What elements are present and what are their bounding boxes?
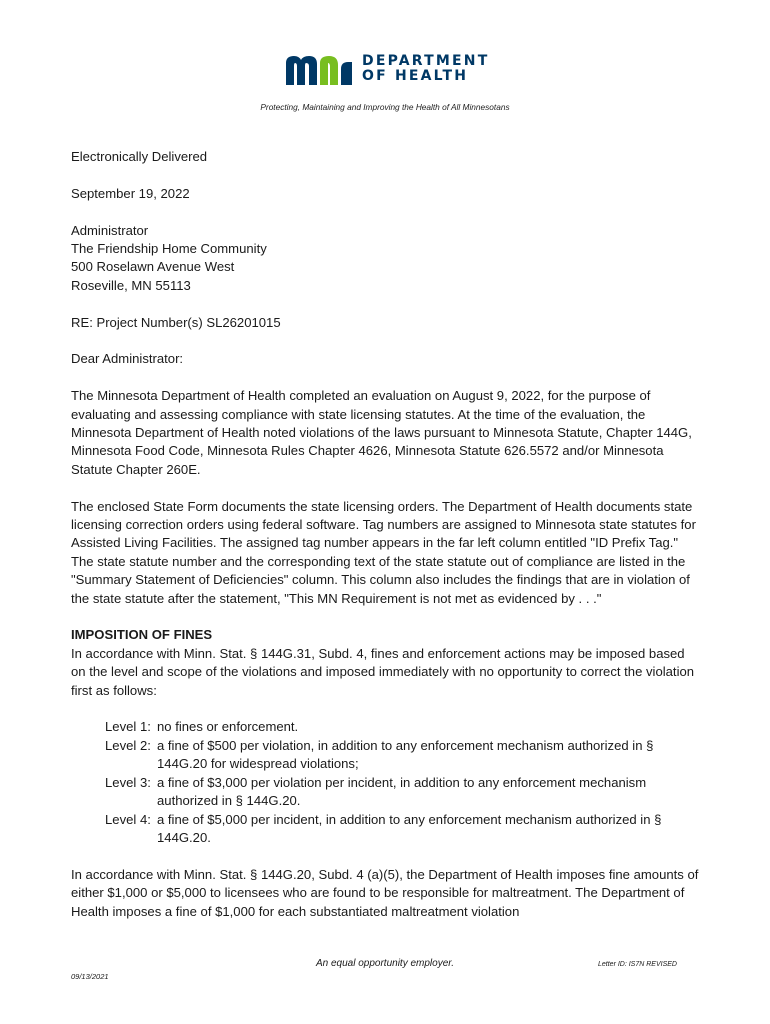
logo-text [362, 54, 489, 84]
level-label: Level 3: [105, 774, 151, 790]
fines-heading: IMPOSITION OF FINES [71, 627, 213, 643]
fines-intro: In accordance with Minn. Stat. § 144G.31, Subd. 4, fines and enforcement actions may be imposed based on the level and scope of the violations and imposed immediately with no opportunity to correct the violation first as follows: [71, 645, 695, 698]
address-line: Roseville, MN 55113 [71, 277, 191, 293]
logo-line-1: DEPARTMENT [362, 53, 490, 69]
level-text: a fine of $5,000 per incident, in addition to any enforcement mechanism authorized in § 144G.20. [157, 811, 662, 845]
salutation: Dear Administrator: [71, 351, 184, 367]
mdh-logo [284, 52, 489, 86]
fine-levels-list [105, 718, 701, 847]
delivery-method: Electronically Delivered [71, 149, 208, 164]
letter-body [71, 148, 701, 921]
paragraph-state-form: The enclosed State Form documents the state licensing orders. The Department of Health documents state licensing correction orders using federal software. Tag numbers are assigned to Minnesota state statutes for Assisted Living Facilities. The assigned tag number appears in the far left column entitled "ID Prefix Tag." The state statute number and the corresponding text of the state statute out of compliance are listed in the "Summary Statement of Deficiencies" column. This column also includes the findings that are in violation of the state statute after the statement, "This MN Requirement is not met as evidenced by . . ." [71, 498, 696, 606]
fine-level-item [105, 737, 701, 774]
tagline: Protecting, Maintaining and Improving the Health of All Minnesotans [260, 102, 510, 112]
fine-level-item [105, 811, 701, 848]
re-line: RE: Project Number(s) SL26201015 [71, 314, 281, 330]
letter-date: September 19, 2022 [71, 185, 190, 201]
level-text: no fines or enforcement. [157, 719, 299, 735]
paragraph-evaluation: The Minnesota Department of Health completed an evaluation on August 9, 2022, for the purpose of evaluating and assessing compliance with state licensing statutes. At the time of the evaluation, the Minnesota Department of Health noted violations of the laws pursuant to Minnesota Statute, Chapter 144G, Minnesota Food Code, Minnesota Rules Chapter 4626, Minnesota Statute 626.5572 and/or Minnesota Statute Chapter 260E. [71, 388, 692, 477]
address-line: 500 Roselawn Avenue West [71, 259, 235, 275]
level-label: Level 2: [105, 737, 151, 753]
paragraph-maltreatment: In accordance with Minn. Stat. § 144G.20, Subd. 4 (a)(5), the Department of Health imposes fine amounts of either $1,000 or $5,000 to licensees who are found to be responsible for maltreatment. The Department of Health imposes a fine of $1,000 for each substantiated maltreatment violation [71, 866, 699, 919]
footer-letter-id: Letter ID: IS7N REVISED [598, 961, 677, 968]
address-line: Administrator [71, 222, 149, 238]
logo-line-2: OF HEALTH [362, 68, 469, 84]
level-text: a fine of $3,000 per violation per incident, in addition to any enforcement mechanism authorized in § 144G.20. [157, 774, 647, 809]
level-text: a fine of $500 per violation, in addition to any enforcement mechanism authorized in § 144G.20 for widespread violations; [157, 737, 654, 772]
fine-level-item [105, 718, 701, 736]
fine-level-item [105, 774, 701, 811]
level-label: Level 4: [105, 811, 151, 827]
address-line: The Friendship Home Community [71, 241, 267, 256]
minnesota-logo-icon [284, 53, 354, 85]
footer-equal-opportunity: An equal opportunity employer. [315, 958, 455, 969]
level-label: Level 1: [105, 719, 151, 735]
footer-form-date: 09/13/2021 [71, 972, 109, 981]
